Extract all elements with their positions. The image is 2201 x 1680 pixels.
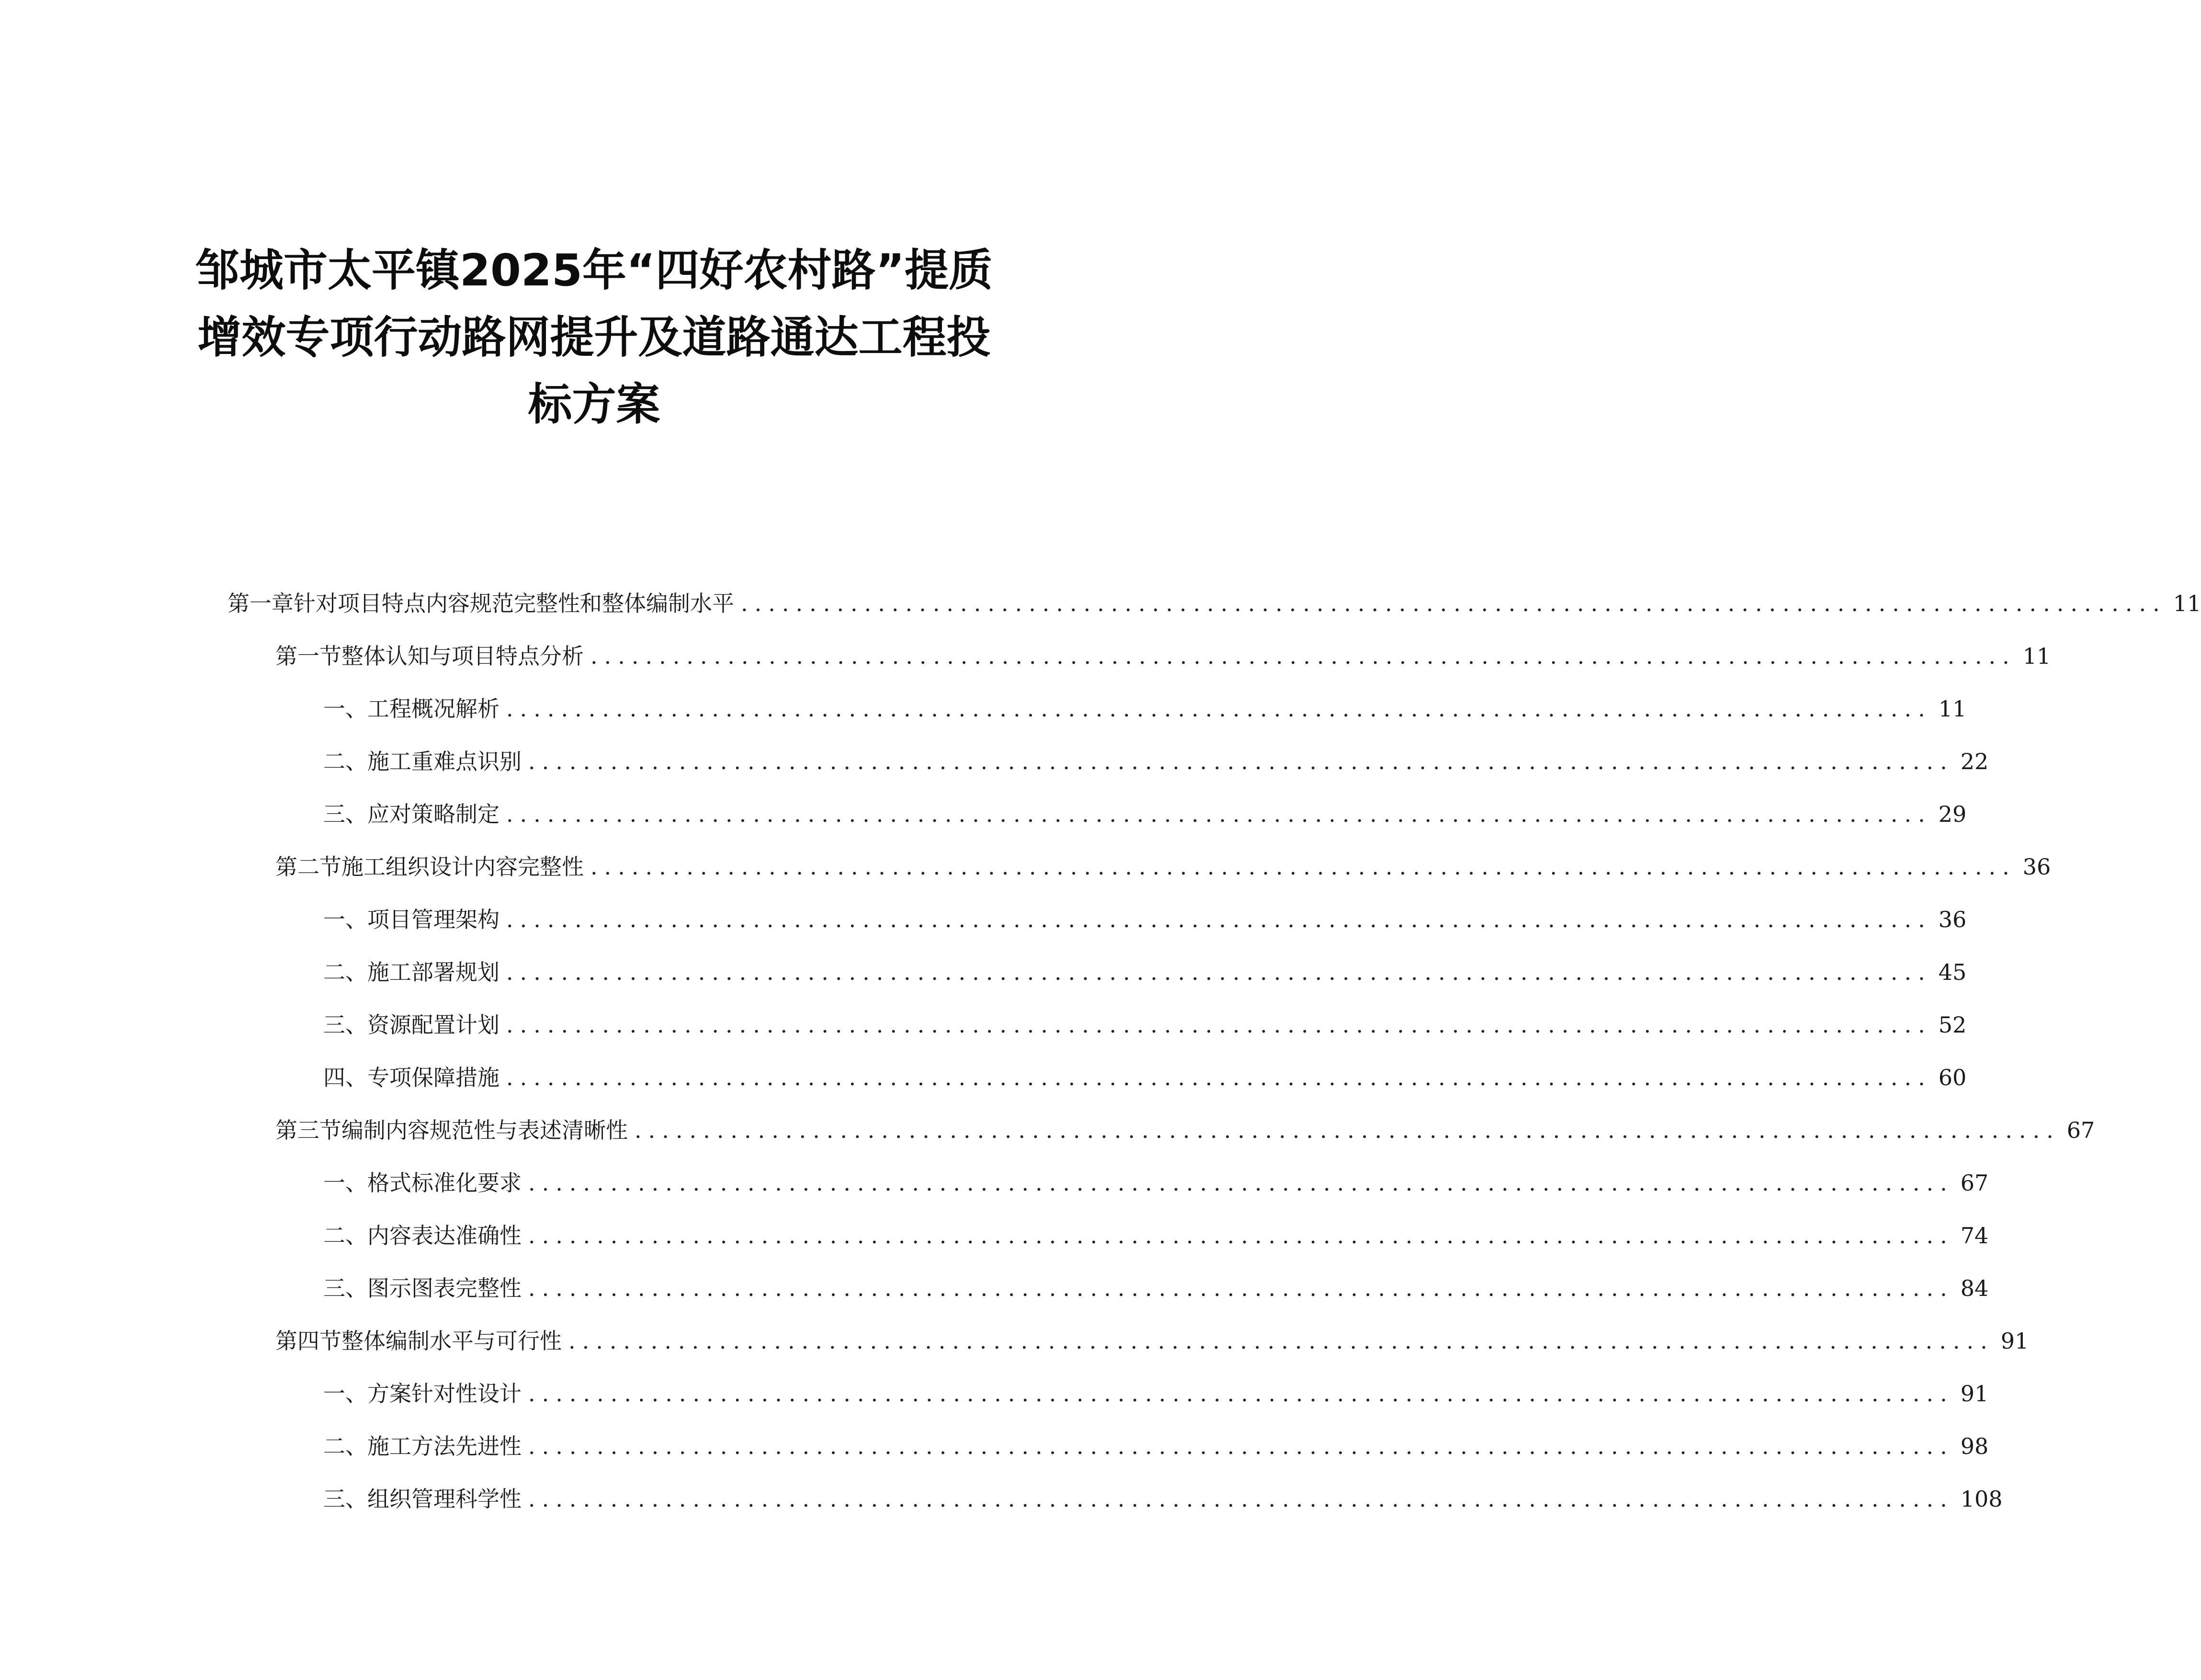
toc-entry-number: 第一节 [275, 643, 341, 669]
toc-entry-number: 第二节 [275, 854, 341, 880]
toc-entry-page: 11 [1938, 696, 1967, 722]
toc-entry-label: 施工重难点识别 [367, 749, 522, 774]
title-line-3: 标方案 [528, 379, 660, 430]
toc-entry-label: 施工组织设计内容完整性 [341, 854, 584, 880]
toc-entry-page: 67 [2066, 1117, 2095, 1143]
toc-entry-section[interactable] [275, 642, 2051, 670]
toc-entry-label: 组织管理科学性 [367, 1486, 522, 1512]
toc-dot-leader: ........................................................................................................ [568, 1328, 1994, 1354]
toc-entry-section[interactable] [275, 1116, 2095, 1145]
toc-entry-page: 67 [1960, 1170, 1989, 1196]
toc-dot-leader: ........................................................................................................ [528, 1223, 1954, 1249]
toc-entry-page: 11 [2022, 643, 2051, 669]
toc-entry-label: 资源配置计划 [367, 1012, 499, 1038]
toc-entry-label: 施工部署规划 [367, 959, 499, 985]
toc-entry-number: 一、 [323, 696, 367, 722]
toc-entry-label: 工程概况解析 [367, 696, 499, 722]
toc-dot-leader: ........................................................................................................ [528, 1275, 1954, 1301]
toc-entry-number: 一、 [323, 1381, 367, 1407]
toc-entry-item[interactable] [323, 747, 1989, 776]
toc-entry-item[interactable] [323, 1274, 1989, 1303]
toc-entry-item[interactable] [323, 1063, 1967, 1092]
toc-entry-number: 三、 [323, 1486, 367, 1512]
toc-dot-leader: ........................................................................................................ [528, 749, 1954, 774]
toc-entry-item[interactable] [323, 1169, 1989, 1197]
toc-entry-label: 图示图表完整性 [367, 1275, 522, 1301]
document-title [144, 237, 1044, 438]
toc-entry-number: 一、 [323, 1170, 367, 1196]
toc-entry-label: 编制内容规范性与表述清晰性 [341, 1117, 628, 1143]
toc-dot-leader: ........................................................................................................ [528, 1381, 1954, 1407]
toc-entry-number: 第四节 [275, 1328, 341, 1354]
toc-entry-section[interactable] [275, 852, 2051, 881]
toc-entry-number: 一、 [323, 907, 367, 932]
toc-entry-label: 项目管理架构 [367, 907, 499, 932]
toc-entry-page: 36 [2022, 854, 2051, 880]
toc-dot-leader: ........................................................................................................ [528, 1170, 1954, 1196]
toc-dot-leader: ........................................................................................................ [590, 643, 2016, 669]
toc-entry-number: 二、 [323, 1433, 367, 1459]
toc-entry-page: 36 [1938, 907, 1967, 932]
toc-entry-page: 22 [1960, 749, 1989, 774]
toc-dot-leader: ........................................................................................................ [506, 801, 1932, 827]
toc-dot-leader: ........................................................................................................ [506, 959, 1932, 985]
toc-entry-label: 专项保障措施 [367, 1065, 499, 1090]
toc-entry-number: 三、 [323, 801, 367, 827]
toc-entry-label: 方案针对性设计 [367, 1381, 522, 1407]
toc-dot-leader: ........................................................................................................ [635, 1117, 2060, 1143]
toc-dot-leader: ........................................................................................................ [741, 590, 2167, 616]
toc-entry-item[interactable] [323, 1432, 1989, 1461]
toc-dot-leader: ........................................................................................................ [506, 696, 1932, 722]
toc-entry-number: 第三节 [275, 1117, 341, 1143]
toc-entry-label: 应对策略制定 [367, 801, 499, 827]
toc-entry-item[interactable] [323, 905, 1967, 934]
toc-entry-page: 52 [1938, 1012, 1967, 1038]
title-line-2: 增效专项行动路网提升及道路通达工程投 [197, 312, 991, 363]
toc-entry-number: 三、 [323, 1275, 367, 1301]
toc-entry-item[interactable] [323, 1485, 2003, 1513]
toc-entry-page: 91 [1960, 1381, 1989, 1407]
toc-entry-page: 11 [2173, 590, 2201, 616]
toc-dot-leader: ........................................................................................................ [506, 1012, 1932, 1038]
toc-entry-number: 四、 [323, 1065, 367, 1090]
toc-entry-label: 整体认知与项目特点分析 [341, 643, 584, 669]
toc-entry-label: 内容表达准确性 [367, 1223, 522, 1249]
toc-entry-label: 格式标准化要求 [367, 1170, 522, 1196]
toc-entry-number: 第一章 [227, 590, 294, 616]
toc-entry-page: 108 [1960, 1486, 2003, 1512]
toc-entry-page: 45 [1938, 959, 1967, 985]
toc-entry-item[interactable] [323, 1010, 1967, 1039]
toc-entry-page: 74 [1960, 1223, 1989, 1249]
toc-entry-number: 二、 [323, 1223, 367, 1249]
toc-entry-item[interactable] [323, 694, 1967, 723]
toc-entry-number: 三、 [323, 1012, 367, 1038]
toc-dot-leader: ........................................................................................................ [590, 854, 2016, 880]
toc-entry-page: 60 [1938, 1065, 1967, 1090]
toc-dot-leader: ........................................................................................................ [506, 1065, 1932, 1090]
toc-entry-item[interactable] [323, 958, 1967, 987]
toc-entry-number: 二、 [323, 959, 367, 985]
toc-dot-leader: ........................................................................................................ [528, 1486, 1954, 1512]
toc-entry-label: 针对项目特点内容规范完整性和整体编制水平 [294, 590, 734, 616]
toc-entry-chapter[interactable] [227, 589, 2201, 618]
toc-entry-page: 91 [2000, 1328, 2029, 1354]
toc-entry-page: 98 [1960, 1433, 1989, 1459]
title-line-1: 邹城市太平镇2025年“四好农村路”提质 [195, 245, 993, 296]
toc-entry-label: 施工方法先进性 [367, 1433, 522, 1459]
toc-dot-leader: ........................................................................................................ [528, 1433, 1954, 1459]
toc-entry-page: 84 [1960, 1275, 1989, 1301]
toc-entry-label: 整体编制水平与可行性 [341, 1328, 562, 1354]
toc-entry-section[interactable] [275, 1327, 2029, 1355]
toc-entry-item[interactable] [323, 1221, 1989, 1250]
toc-entry-page: 29 [1938, 801, 1967, 827]
toc-dot-leader: ........................................................................................................ [506, 907, 1932, 932]
toc-entry-item[interactable] [323, 800, 1967, 829]
toc-entry-item[interactable] [323, 1379, 1989, 1408]
toc-entry-number: 二、 [323, 749, 367, 774]
